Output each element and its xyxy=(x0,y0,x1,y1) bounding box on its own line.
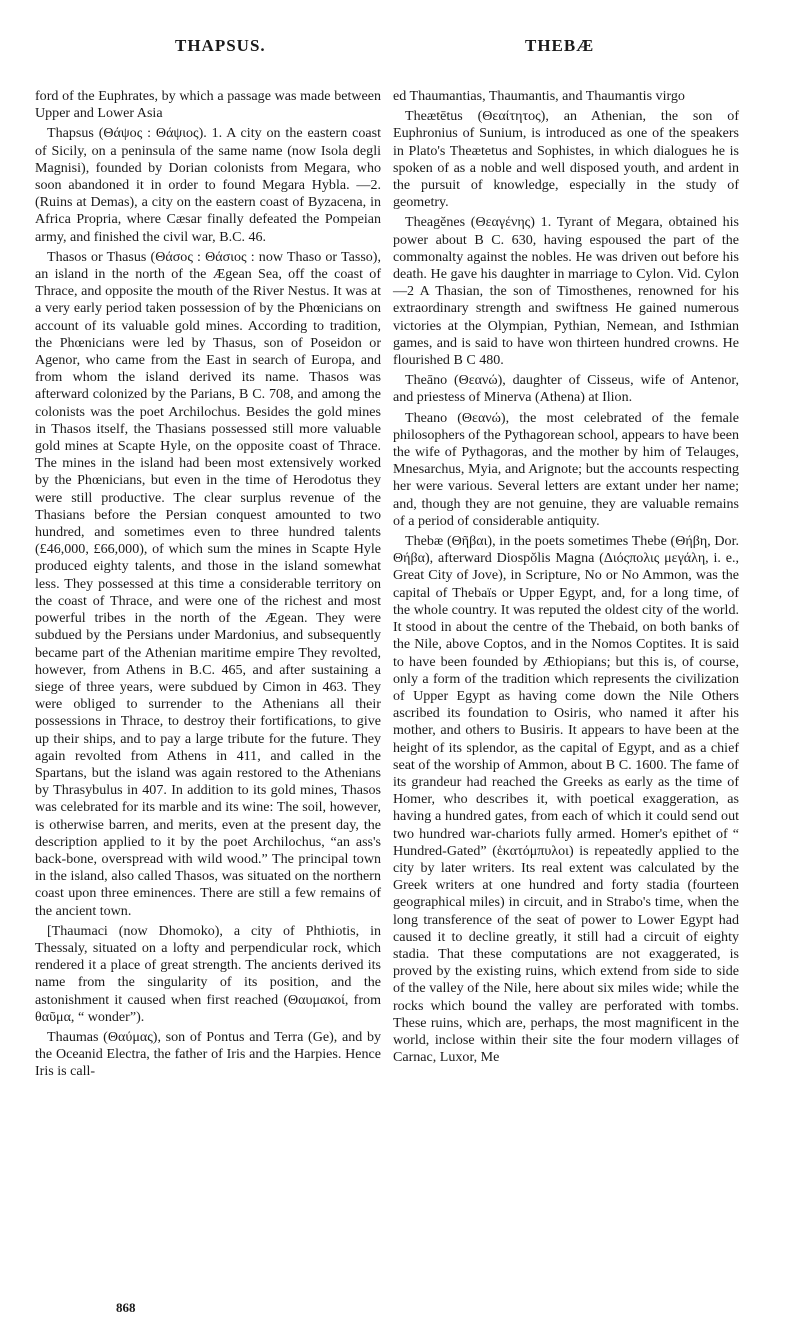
entry-theaetetus: Theætētus (Θεαίτητος), an Athenian, the son of Euphronius of Sunium, is introduced as one of the speakers in Plato's Theætetus and Sophistes, in which dialogues he is spoken of as a noble and well disposed youth, and ardent in the pursuit of knowledge, especially in the study of geometry. xyxy=(393,108,739,211)
entry-thapsus: Thapsus (Θάψος : Θάψιος). 1. A city on the eastern coast of Sicily, on a peninsula of the same name (now Isola degli Magnisi), founded by Dorian colonists from Megara, who soon abandoned it in order to found Megara Hybla. —2. (Ruins at Demas), a city on the eastern coast of Byzacena, in Africa Propria, where Cæsar finally defeated the Pompeian army, and finished the civil war, B.C. 46. xyxy=(35,125,381,245)
entry-thaumas: Thaumas (Θαύμας), son of Pontus and Terra (Ge), and by the Oceanid Electra, the father of Iris and the Harpies. Hence Iris is call- xyxy=(35,1028,381,1080)
running-head-left: THAPSUS. xyxy=(175,36,266,55)
entry-theano-1: Theāno (Θεανώ), daughter of Cisseus, wife of Antenor, and priestess of Minerva (Athena) at Ilion. xyxy=(393,372,739,406)
entry-theano-2: Theano (Θεανώ), the most celebrated of the female philosophers of the Pythagorean school, appears to have been the wife of Pythagoras, and the mother by him of Telauges, Mnesarchus, Myia, and Arignote; but the accounts respecting her were various. Several letters are extant under her name; and, though they are not genuine, they are valuable remains of a period of considerable antiquity. xyxy=(393,409,740,529)
entry-thaumaci: [Thaumaci (now Dhomoko), a city of Phthiotis, in Thessaly, situated on a lofty and perpendicular rock, which rendered it a place of great strength. The ancients derived its name from the singularity of its position, and the astonishment it caused when first reached (Θαυμακοί, from θαῦμα, “ wonder”). xyxy=(35,922,381,1025)
entry-continuation: ford of the Euphrates, by which a passage was made between Upper and Lower Asia xyxy=(35,88,381,122)
entry-theagenes: Theagĕnes (Θεαγένης) 1. Tyrant of Megara, obtained his power about B C. 630, having espoused the part of the commonalty against the nobles. He was driven out before his death. He gave his daughter in marriage to Cylon. Vid. Cylon —2 A Thasian, the son of Timosthenes, renowned for his extraordinary strength and swiftness He gained numerous victories at the Olympian, Pythian, Nemean, and Isthmian games, and is said to have won thirteen hundred crowns. He flourished B C 480. xyxy=(393,214,739,369)
entry-thebae: Thebæ (Θῆβαι), in the poets sometimes Thebe (Θήβη, Dor. Θήβα), afterward Diospŏlis Magna (Διόςπολις μεγάλη, i. e., Great City of Jove), in Scripture, No or No Ammon, was the capital of Thebaïs or Upper Egypt, and, for a long time, of the whole country. It was reputed the oldest city of the world. It stood in about the centre of the Thebaid, on both banks of the Nile, above Coptos, and in the Nomos Coptites. It is said to have been founded by Æthiopians; but this is, of course, only a form of the tradition which represents the civilization of Upper Egypt as having come down the Nile Others ascribed its foundation to Osiris, who named it after his mother, and others to Busiris. It appears to have been at the height of its splendor, as the capital of Egypt, and as a chief seat of the worship of Ammon, about B C. 1600. The fame of its grandeur had reached the Greeks as early as the time of Homer, who describes it, with poetical exaggeration, as having a hundred gates, from each of which it could send out two hundred war-chariots fully armed. Homer's epithet of “ Hundred-Gated” (ἑκατόμπυλοι) is repeatedly applied to the city by later writers. Its real extent was calculated by the Greek writers at one hundred and forty stadia (fourteen geographical miles) in circuit, and in Strabo's time, when the long transference of the seat of power to Lower Egypt had caused it to decline greatly, it still had a circuit of eighty stadia. That these computations are not exaggerated, is proved by the existing ruins, which extend from side to side of the valley of the Nile, here about six miles wide; while the rocks which bound the valley are perforated with tombs. These ruins, which are, perhaps, the most magnificent in the world, inclose within their site the four modern villages of Carnac, Luxor, Me xyxy=(393,533,739,1066)
left-column xyxy=(35,88,381,1081)
running-head-right: THEBÆ xyxy=(525,36,595,55)
entry-thasos: Thasos or Thasus (Θάσος : Θάσιος : now Thaso or Tasso), an island in the north of the Ægean Sea, off the coast of Thrace, and opposite the mouth of the River Nestus. It was at a very early period taken possession of by the Phœnicians on account of its valuable gold mines. According to tradition, the Phœnicians were led by Thasus, son of Poseidon or Agenor, who came from the East in search of Europa, and from whom the island derived its name. Thasos was afterward colonized by the Parians, B C. 708, and among the colonists was the poet Archilochus. Besides the gold mines in Thasos itself, the Thasians possessed still more valuable gold mines at Scapte Hyle, on the opposite coast of Thrace. The mines in the island had been most extensively worked by the Phœnicians, but even in the time of Herodotus they were still productive. The clear surplus revenue of the Thasians before the Persian conquest amounted to two hundred, and sometimes even to three hundred talents (£46,000, £66,000), of which sum the mines in Scapte Hyle produced eighty talents, and those in the island somewhat less. They possessed at this time a considerable territory on the coast of Thrace, and were one of the richest and most powerful tribes in the north of the Ægean. They were subdued by the Persians under Mardonius, and subsequently became part of the Athenian maritime empire They revolted, however, from Athens in B.C. 465, and after sustaining a siege of three years, were subdued by Cimon in 463. They were obliged to surrender to the Athenians all their possessions in Thrace, to destroy their fortifications, to give up their ships, and to pay a large tribute for the future. They again revolted from Athens in 411, and called in the Spartans, but the island was again restored to the Athenians by Thrasybulus in 407. In addition to its gold mines, Thasos was celebrated for its marble and its wine: The soil, however, is otherwise barren, and merits, even at the present day, the description applied to it by the poet Archilochus, “an ass's back-bone, overspread with wild wood.” The principal town in the island, also called Thasos, was situated on the northern coast upon three eminences. There are still a few remains of the ancient town. xyxy=(35,248,381,919)
page-number: 868 xyxy=(116,1300,136,1315)
right-column xyxy=(393,88,739,1066)
entry-continuation-thaumas: ed Thaumantias, Thaumantis, and Thaumantis virgo xyxy=(393,88,685,104)
